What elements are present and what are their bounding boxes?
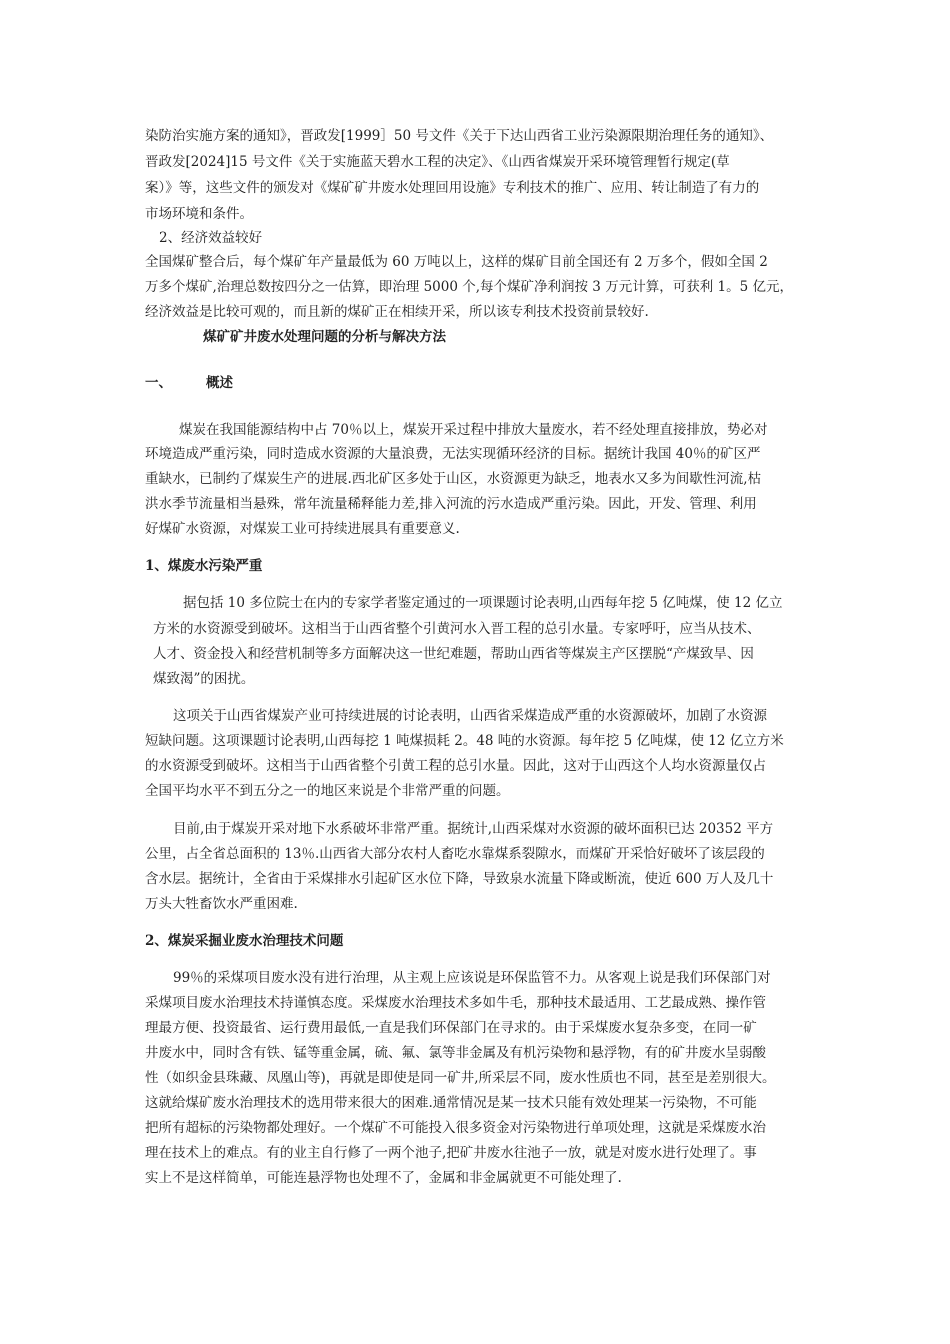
- paragraph-line: 这项关于山西省煤炭产业可持续进展的讨论表明，山西省采煤造成严重的水资源破坏，加剧了水资源: [173, 708, 767, 724]
- subsection-heading: 2、煤炭采掘业废水治理技术问题: [145, 933, 344, 949]
- paragraph-line: 理最方便、投资最省、运行费用最低,一直是我们环保部门在寻求的。由于采煤废水复杂多变，在同一矿: [145, 1020, 757, 1036]
- paragraph-line: 煤致渴”的困扰。: [153, 671, 255, 687]
- paragraph-line: 煤炭在我国能源结构中占 70％以上，煤炭开采过程中排放大量废水，若不经处理直接排放，势必对: [179, 422, 768, 438]
- paragraph-line: 好煤矿水资源，对煤炭工业可持续进展具有重要意义.: [145, 521, 460, 537]
- paragraph-line: 短缺问题。这项课题讨论表明,山西每挖 1 吨煤损耗 2。48 吨的水资源。每年挖 5 亿吨煤，使 12 亿立方米: [145, 733, 784, 749]
- subsection-heading: 1、煤废水污染严重: [145, 558, 263, 574]
- paragraph-line: 井废水中，同时含有铁、锰等重金属，硫、氟、氯等非金属及有机污染物和悬浮物，有的矿井废水呈弱酸: [145, 1045, 766, 1061]
- paragraph-line: 的水资源受到破坏。这相当于山西省整个引黄工程的总引水量。因此，这对于山西这个人均水资源量仅占: [145, 758, 766, 774]
- paragraph-line: 晋政发[2024]15 号文件《关于实施蓝天碧水工程的决定》、《山西省煤炭开采环境管理暂行规定(草: [145, 154, 730, 170]
- document-title: 煤矿矿井废水处理问题的分析与解决方法: [203, 329, 446, 345]
- paragraph-line: 方米的水资源受到破坏。这相当于山西省整个引黄河水入晋工程的总引水量。专家呼吁，应当从技术、: [153, 621, 761, 637]
- paragraph-line: 把所有超标的污染物都处理好。一个煤矿不可能投入很多资金对污染物进行单项处理，这就是采煤废水治: [145, 1120, 766, 1136]
- paragraph-line: 全国平均水平不到五分之一的地区来说是个非常严重的问题。: [145, 783, 510, 799]
- paragraph-line: 市场环境和条件。: [145, 206, 253, 222]
- paragraph-line: 据包括 10 多位院士在内的专家学者鉴定通过的一项课题讨论表明,山西每年挖 5 亿吨煤，使 12 亿立: [183, 595, 783, 611]
- paragraph-line: 人才、资金投入和经营机制等多方面解决这一世纪难题，帮助山西省等煤炭主产区摆脱“产煤致旱、因: [153, 646, 754, 662]
- paragraph-line: 99％的采煤项目废水没有进行治理，从主观上应该说是环保监管不力。从客观上说是我们环保部门对: [173, 970, 771, 986]
- paragraph-line: 万头大牲畜饮水严重困难.: [145, 896, 298, 912]
- paragraph-line: 全国煤矿整合后，每个煤矿年产量最低为 60 万吨以上，这样的煤矿目前全国还有 2 万多个，假如全国 2: [145, 254, 768, 270]
- paragraph-line: 理在技术上的难点。有的业主自行修了一两个池子,把矿井废水往池子一放，就是对废水进行处理了。事: [145, 1145, 757, 1161]
- section-title: 概述: [206, 375, 233, 391]
- section-heading: 2、经济效益较好: [159, 230, 263, 246]
- paragraph-line: 目前,由于煤炭开采对地下水系破坏非常严重。据统计,山西采煤对水资源的破坏面积已达 20352 平方: [173, 821, 774, 837]
- paragraph-line: 实上不是这样简单，可能连悬浮物也处理不了，金属和非金属就更不可能处理了.: [145, 1170, 622, 1186]
- paragraph-line: 公里，占全省总面积的 13％.山西省大部分农村人畜吃水靠煤系裂隙水，而煤矿开采恰好破坏了该层段的: [145, 846, 765, 862]
- section-number: 一、: [145, 375, 172, 391]
- paragraph-line: 经济效益是比较可观的，而且新的煤矿正在相续开采，所以该专利技术投资前景较好.: [145, 304, 649, 320]
- paragraph-line: 洪水季节流量相当悬殊，常年流量稀释能力差,排入河流的污水造成严重污染。因此，开发、管理、利用: [145, 496, 757, 512]
- paragraph-line: 染防治实施方案的通知》，晋政发[1999］50 号文件《关于下达山西省工业污染源限期治理任务的通知》、: [145, 128, 774, 144]
- paragraph-line: 含水层。据统计，全省由于采煤排水引起矿区水位下降，导致泉水流量下降或断流，使近 600 万人及几十: [145, 871, 774, 887]
- paragraph-line: 这就给煤矿废水治理技术的选用带来很大的困难.通常情况是某一技术只能有效处理某一污染物，不可能: [145, 1095, 757, 1111]
- paragraph-line: 环境造成严重污染，同时造成水资源的大量浪费，无法实现循环经济的目标。据统计我国 40％的矿区严: [145, 446, 761, 462]
- paragraph-line: 案）》等，这些文件的颁发对《煤矿矿井废水处理回用设施》专利技术的推广、应用、转让制造了有力的: [145, 180, 760, 196]
- paragraph-line: 性（如织金县珠藏、凤凰山等)，再就是即使是同一矿井,所采层不同，废水性质也不同，甚至是差别很大。: [145, 1070, 776, 1086]
- paragraph-line: 采煤项目废水治理技术持谨慎态度。采煤废水治理技术多如牛毛，那种技术最适用、工艺最成熟、操作管: [145, 995, 766, 1011]
- paragraph-line: 重缺水，已制约了煤炭生产的进展.西北矿区多处于山区，水资源更为缺乏，地表水又多为间歇性河流,枯: [145, 471, 762, 487]
- paragraph-line: 万多个煤矿,治理总数按四分之一估算，即治理 5000 个,每个煤矿净利润按 3 万元计算，可获利 1。5 亿元，: [145, 279, 793, 295]
